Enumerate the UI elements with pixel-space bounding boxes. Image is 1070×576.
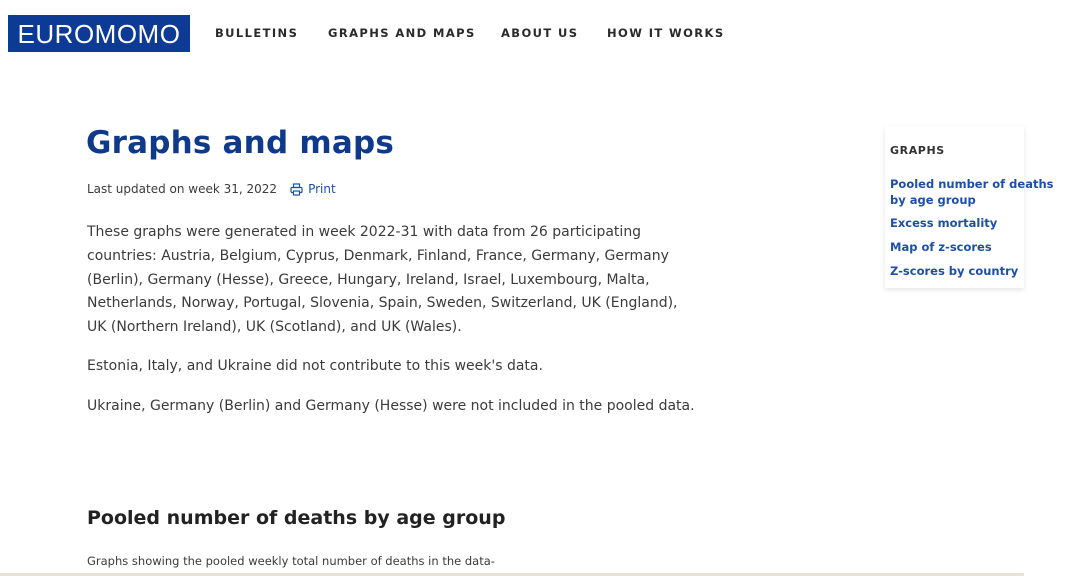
nav-graphs-and-maps[interactable]: GRAPHS AND MAPS (328, 26, 476, 40)
nav-bulletins[interactable]: BULLETINS (215, 26, 299, 40)
nav-about-us[interactable]: ABOUT US (501, 26, 579, 40)
intro-line: Netherlands, Norway, Portugal, Slovenia, Spain, Sweden, Switzerland, UK (England), (87, 295, 678, 312)
intro-paragraph (87, 221, 767, 340)
not-pooled-paragraph: Ukraine, Germany (Berlin) and Germany (Hesse) were not included in the pooled data. (87, 398, 695, 414)
intro-line: These graphs were generated in week 2022-31 with data from 26 participating (87, 224, 642, 240)
nav-how-it-works[interactable]: HOW IT WORKS (607, 26, 725, 40)
last-updated-text: Last updated on week 31, 2022 (87, 182, 278, 196)
print-link[interactable] (290, 181, 336, 197)
section-description: Graphs showing the pooled weekly total number of deaths in the data- (87, 554, 495, 568)
logo-text: EUROMOMO (17, 19, 181, 49)
printer-icon (290, 183, 303, 196)
graphs-toc-sidebar (885, 126, 1054, 288)
page-title: Graphs and maps (86, 125, 394, 161)
toc-heading: GRAPHS (890, 144, 945, 157)
not-contributed-paragraph: Estonia, Italy, and Ukraine did not contribute to this week's data. (87, 358, 543, 374)
toc-link-z-scores-by-country[interactable]: Z-scores by country (890, 264, 1019, 278)
intro-line: countries: Austria, Belgium, Cyprus, Denmark, Finland, France, Germany, Germany (87, 247, 669, 264)
section-heading-pooled-deaths: Pooled number of deaths by age group (87, 507, 506, 529)
print-label: Print (308, 182, 336, 196)
intro-line: UK (Northern Ireland), UK (Scotland), and UK (Wales). (87, 319, 462, 336)
intro-line: (Berlin), Germany (Hesse), Greece, Hungary, Ireland, Israel, Luxembourg, Malta, (87, 271, 650, 288)
toc-link-map-of-z-scores[interactable]: Map of z-scores (890, 240, 992, 254)
euromomo-logo[interactable] (8, 15, 190, 52)
toc-link-pooled-deaths[interactable]: Pooled number of deaths by age group (890, 177, 1054, 207)
toc-link-excess-mortality[interactable]: Excess mortality (890, 216, 998, 230)
meta-row (87, 181, 336, 197)
